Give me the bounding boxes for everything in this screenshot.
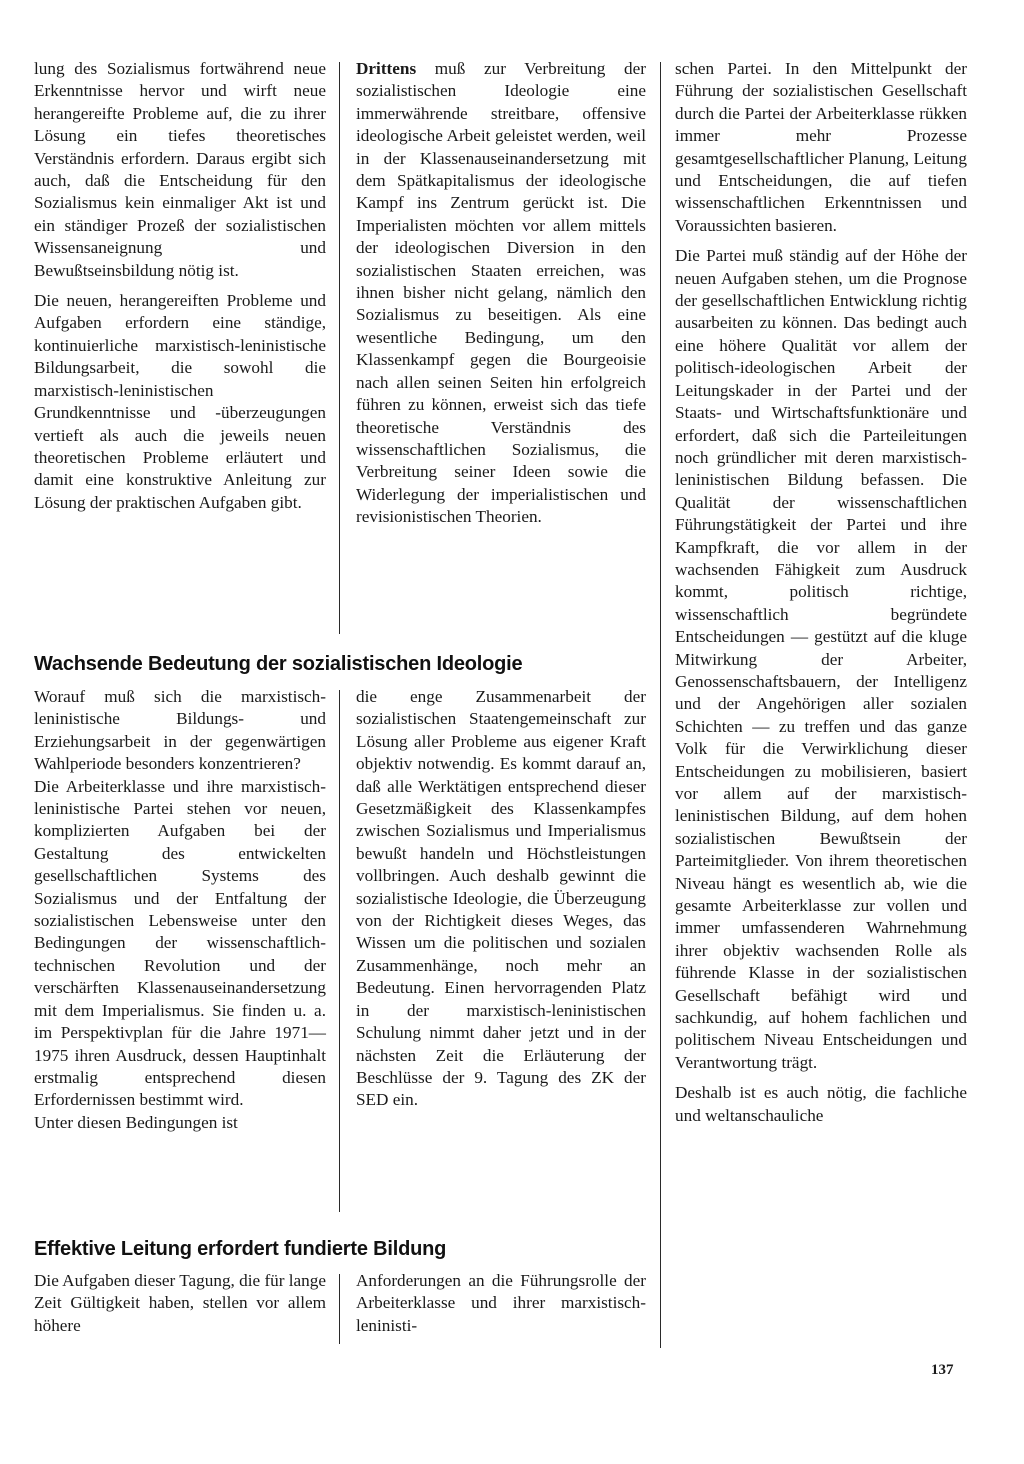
paragraph: schen Partei. In den Mittelpunkt der Führung der sozialistischen Gesellschaft durch die Partei der Arbeiterklasse rükken immer mehr Prozesse gesamtgesellschaftlicher Planung, Leitung und Entscheidungen, die auf tiefen wissenschaftlichen Erkenntnissen und Voraussichten basieren. <box>675 59 967 235</box>
top-column-1 <box>34 58 326 514</box>
paragraph: Worauf muß sich die marxistisch-leninistische Bildungs- und Erziehungsarbeit in der gegenwärtigen Wahlperiode besonders konzentrieren? <box>34 687 326 774</box>
paragraph: Unter diesen Bedingungen ist <box>34 1112 238 1132</box>
paragraph: Die neuen, herangereiften Probleme und Aufgaben erfordern eine ständige, kontinuierliche marxistisch-leninistische Bildungsarbeit, die sowohl die marxistisch-leninistischen Grundkenntnisse und -überzeugungen vertieft als auch die jeweils neuen theoretischen Probleme erläutert und damit eine konstruktive Anleitung zur Lösung der praktischen Aufgaben gibt. <box>34 291 326 512</box>
column-rule <box>339 690 340 1212</box>
section2-column-1 <box>34 1270 326 1337</box>
right-column <box>675 58 967 1127</box>
paragraph: Die Arbeiterklasse und ihre marxistisch-leninistische Partei stehen vor neuen, komplizierten Aufgaben bei der Gestaltung des entwickelten gesellschaftlichen Systems des Sozialismus und der Entfaltung der sozialistischen Lebensweise unter den Bedingungen der wissenschaftlich-technischen Revolution und der verschärften Klassenauseinandersetzung mit dem Imperialismus. Sie finden u. a. im Perspektivplan für die Jahre 1971—1975 ihren Ausdruck, dessen Hauptinhalt erstmalig entsprechend diesen Erfordernissen bestimmt wird. <box>34 776 326 1110</box>
paragraph <box>356 58 646 529</box>
page-number: 137 <box>931 1362 954 1378</box>
paragraph: Anforderungen an die Führungsrolle der Arbeiterklasse und ihrer marxistisch-leninisti- <box>356 1271 646 1335</box>
paragraph-text: muß zur Verbreitung der sozialistischen Ideologie eine immerwährende streitbare, offensive ideologische Arbeit geleistet werden, weil in der Klassenauseinandersetzung mit dem Spätkapitalismus der ideologische Kampf ins Zentrum gerückt ist. Die Imperialisten möchten vor allem mittels der ideologischen Diversion in den sozialistischen Staaten erreichen, was ihnen bisher nicht gelang, nämlich den Sozialismus zu beseitigen. Als eine wesentliche Bedingung, um den Klassenkampf gegen die Bourgeoisie nach allen seinen Seiten hin erfolgreich führen zu können, erweist sich das tiefe theoretische Verständnis des wissenschaftlichen Sozialismus, die Verbreitung seiner Ideen sowie die Widerlegung der imperialistischen und revisionistischen Theorien. <box>356 59 646 527</box>
paragraph: Deshalb ist es auch nötig, die fachliche und weltanschauliche <box>675 1083 967 1125</box>
section1-column-2 <box>356 686 646 1112</box>
column-rule <box>339 62 340 634</box>
section-heading-leitung: Effektive Leitung erfordert fundierte Bildung <box>34 1238 447 1260</box>
lead-word: Drittens <box>356 59 417 78</box>
column-rule <box>339 1274 340 1344</box>
paragraph: Die Partei muß ständig auf der Höhe der neuen Aufgaben stehen, um die Prognose der gesellschaftlichen Entwicklung richtig ausarbeiten zu können. Das bedingt auch eine höhere Qualität vor allem der politisch-ideologischen Arbeit der Leitungskader in der Partei und der Staats- und Wirtschaftsfunktionäre und erfordert, daß sich die Parteileitungen noch gründlicher mit deren marxistisch-leninistischen Bildung befassen. Die Qualität der wissenschaftlichen Führungstätigkeit der Partei und ihre Kampfkraft, die vor allem in der wachsenden Fähigkeit zum Ausdruck kommt, politisch richtige, wissenschaftlich begründete Entscheidungen — gestützt auf die kluge Mitwirkung der Arbeiter, Genossenschaftsbauern, der Intelligenz und der Angehörigen aller sozialen Schichten — zu treffen und das ganze Volk für die Verwirklichung dieser Entscheidungen zu mobilisieren, basiert vor allem auf der marxistisch-leninistischen Bildung, auf dem hohen sozialistischen Bewußtsein der Parteimitglieder. Von ihrem theoretischen Niveau hängt es wesentlich ab, wie die gesamte Arbeiterklasse zur vollen und immer umfassenderen Wahrnehmung ihrer objektiv wachsenden Rolle als führende Klasse in der sozialistischen Gesellschaft befähigt wird und sachkundig, auf hohem fachlichen und politischem Niveau Entscheidungen und Verantwortung trägt. <box>675 246 967 1072</box>
paragraph: Die Aufgaben dieser Tagung, die für lange Zeit Gültigkeit haben, stellen vor allem höhere <box>34 1271 327 1335</box>
section1-column-1 <box>34 686 326 1134</box>
column-rule <box>660 62 661 1348</box>
paragraph: die enge Zusammenarbeit der sozialistischen Staatengemeinschaft zur Lösung aller Probleme aus eigener Kraft objektiv notwendig. Es kommt darauf an, daß alle Werktätigen entsprechend dieser Gesetzmäßigkeit des Klassenkampfes zwischen Sozialismus und Imperialismus bewußt handeln und Höchstleistungen vollbringen. Auch deshalb gewinnt die sozialistische Ideologie, die Überzeugung von der Richtigkeit dieses Weges, das Wissen um die politischen und sozialen Zusammenhänge, noch mehr an Bedeutung. Einen hervorragenden Platz in der marxistisch-leninistischen Schulung nimmt daher jetzt und in der nächsten Zeit die Erläuterung der Beschlüsse der 9. Tagung des ZK der SED ein. <box>356 687 646 1110</box>
top-column-2 <box>356 58 646 529</box>
section2-column-2 <box>356 1270 646 1337</box>
section-heading-ideologie: Wachsende Bedeutung der sozialistischen Ideologie <box>34 653 523 675</box>
paragraph: lung des Sozialismus fortwährend neue Erkenntnisse hervor und wirft neue herangereifte Probleme auf, die zu ihrer Lösung ein tiefes theoretisches Verständnis erfordern. Daraus ergibt sich auch, daß die Entscheidung für den Sozialismus kein einmaliger Akt ist und ein ständiger Prozeß der sozialistischen Wissensaneignung und Bewußtseinsbildung nötig ist. <box>34 59 326 280</box>
